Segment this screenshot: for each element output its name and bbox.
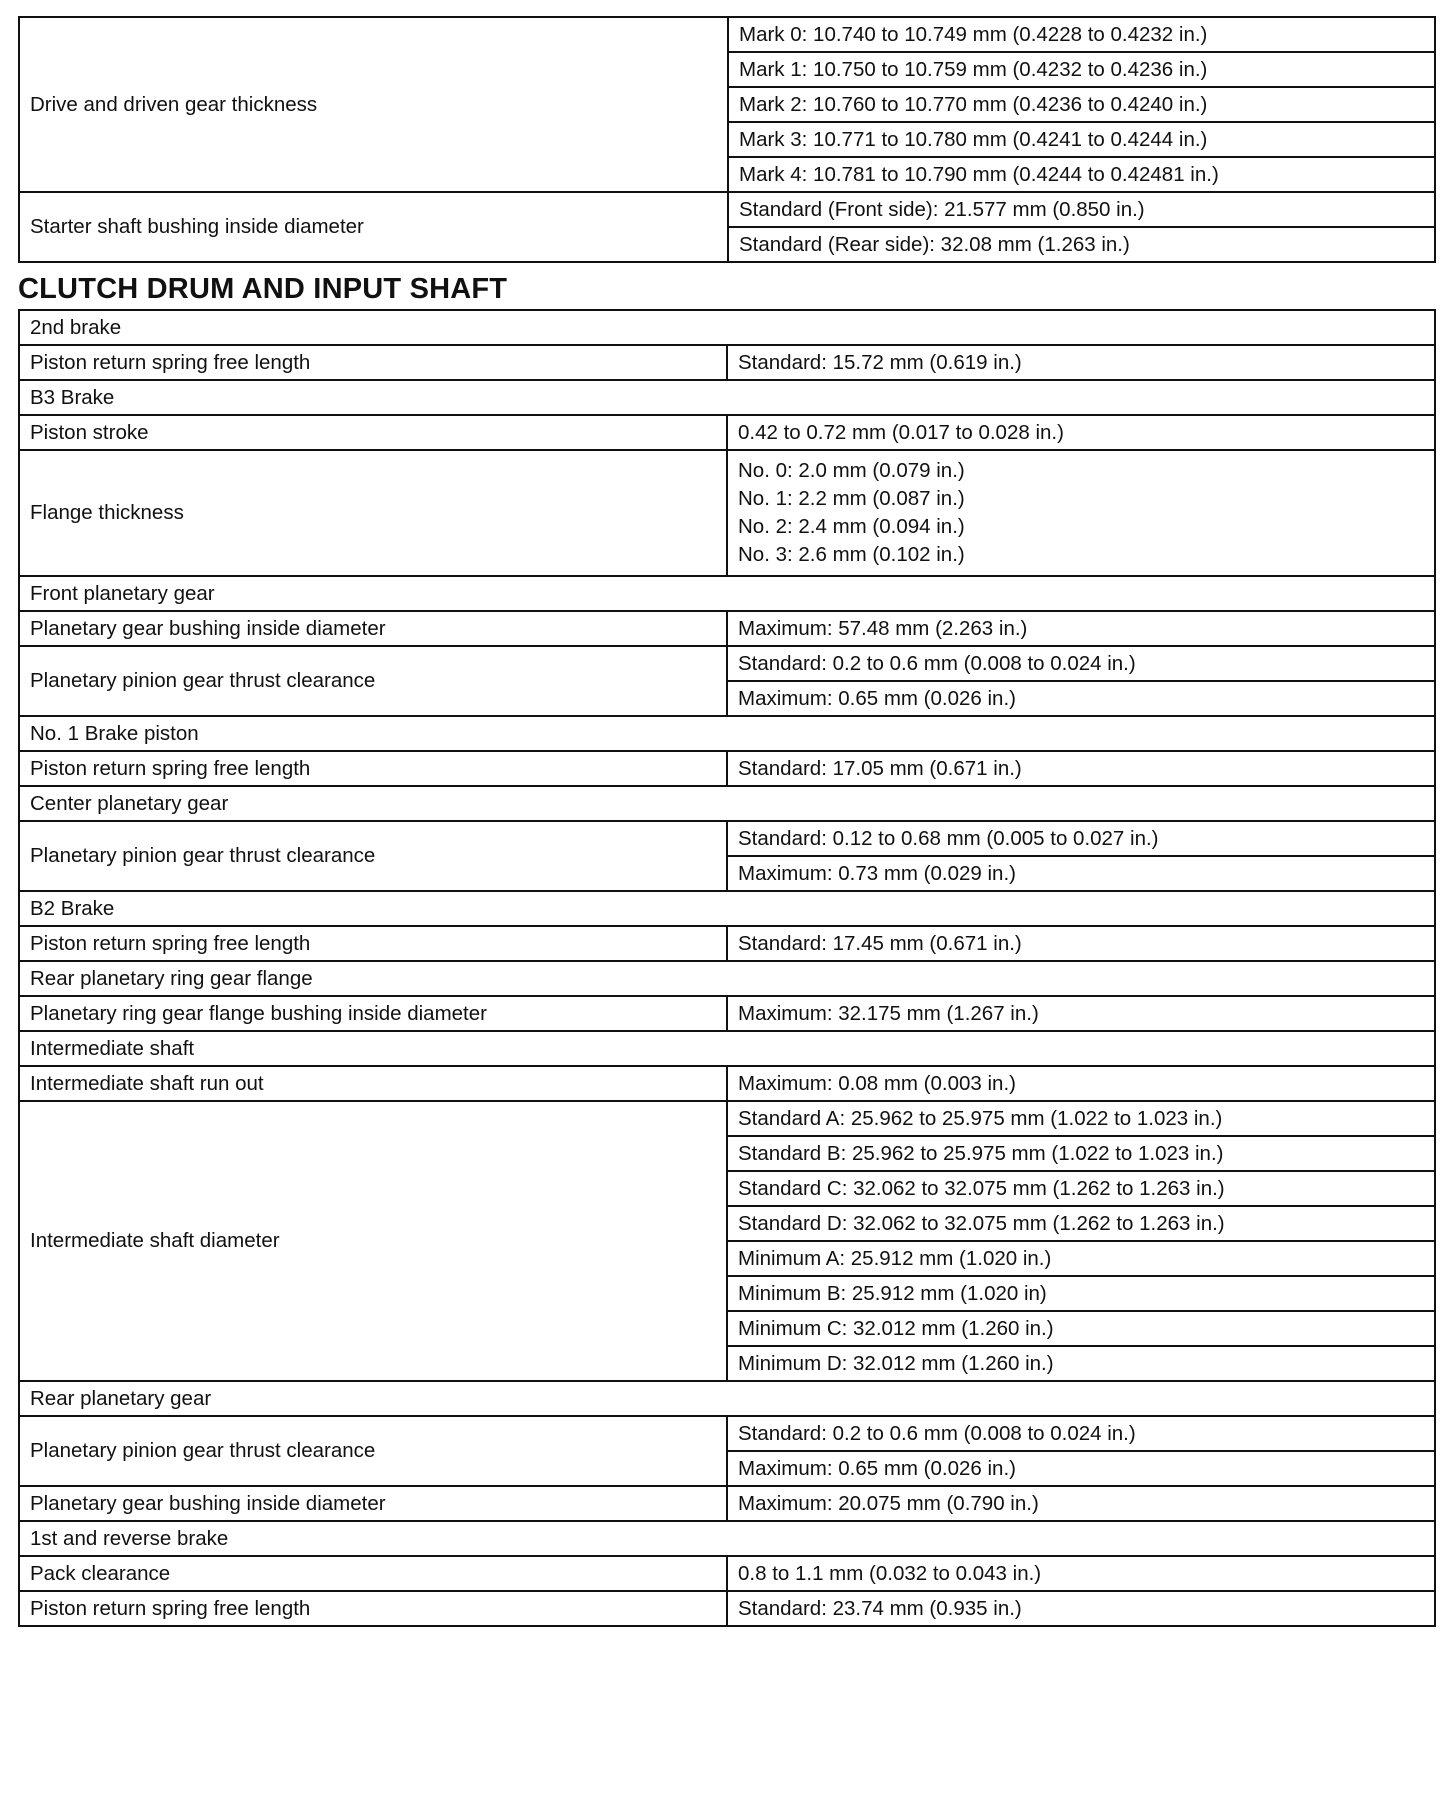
group-header-row — [19, 786, 1435, 821]
spec-label: Planetary ring gear flange bushing inside diameter — [19, 996, 727, 1031]
group-header: B2 Brake — [19, 891, 1435, 926]
spec-row — [19, 611, 1435, 646]
group-header-row — [19, 1521, 1435, 1556]
group-header-row — [19, 310, 1435, 345]
spec-label: Planetary gear bushing inside diameter — [19, 1486, 727, 1521]
spec-row — [19, 646, 1435, 681]
spec-value: Standard (Front side): 21.577 mm (0.850 in.) — [728, 192, 1435, 227]
spec-label: Piston return spring free length — [19, 345, 727, 380]
spec-value: Standard C: 32.062 to 32.075 mm (1.262 to 1.263 in.) — [727, 1171, 1435, 1206]
spec-value: Mark 1: 10.750 to 10.759 mm (0.4232 to 0.4236 in.) — [728, 52, 1435, 87]
top-spec-table — [18, 16, 1436, 263]
spec-value: Minimum B: 25.912 mm (1.020 in) — [727, 1276, 1435, 1311]
spec-row — [19, 1486, 1435, 1521]
spec-row — [19, 821, 1435, 856]
spec-label: Planetary gear bushing inside diameter — [19, 611, 727, 646]
spec-label: Intermediate shaft diameter — [19, 1101, 727, 1381]
spec-row — [19, 1416, 1435, 1451]
group-header-row — [19, 576, 1435, 611]
spec-label: Piston return spring free length — [19, 1591, 727, 1626]
spec-value: Standard: 17.45 mm (0.671 in.) — [727, 926, 1435, 961]
spec-value: Maximum: 0.73 mm (0.029 in.) — [727, 856, 1435, 891]
spec-row — [19, 192, 1435, 227]
group-header: Intermediate shaft — [19, 1031, 1435, 1066]
spec-value: Standard: 0.2 to 0.6 mm (0.008 to 0.024 in.) — [727, 1416, 1435, 1451]
spec-row — [19, 1556, 1435, 1591]
spec-value-line: No. 0: 2.0 mm (0.079 in.) — [738, 459, 965, 482]
clutch-drum-spec-table — [18, 309, 1436, 1627]
spec-label: Starter shaft bushing inside diameter — [19, 192, 728, 262]
spec-label: Drive and driven gear thickness — [19, 17, 728, 192]
spec-value: Mark 2: 10.760 to 10.770 mm (0.4236 to 0.4240 in.) — [728, 87, 1435, 122]
group-header-row — [19, 1031, 1435, 1066]
spec-row — [19, 1591, 1435, 1626]
spec-value: Standard: 23.74 mm (0.935 in.) — [727, 1591, 1435, 1626]
spec-value: Mark 0: 10.740 to 10.749 mm (0.4228 to 0.4232 in.) — [728, 17, 1435, 52]
spec-value: Maximum: 0.65 mm (0.026 in.) — [727, 1451, 1435, 1486]
group-header: No. 1 Brake piston — [19, 716, 1435, 751]
spec-value: 0.8 to 1.1 mm (0.032 to 0.043 in.) — [727, 1556, 1435, 1591]
spec-value: Minimum D: 32.012 mm (1.260 in.) — [727, 1346, 1435, 1381]
group-header-row — [19, 1381, 1435, 1416]
group-header: 2nd brake — [19, 310, 1435, 345]
spec-value: Standard B: 25.962 to 25.975 mm (1.022 to 1.023 in.) — [727, 1136, 1435, 1171]
spec-label: Piston return spring free length — [19, 751, 727, 786]
spec-value: Maximum: 32.175 mm (1.267 in.) — [727, 996, 1435, 1031]
spec-row — [19, 1066, 1435, 1101]
spec-value: Maximum: 0.65 mm (0.026 in.) — [727, 681, 1435, 716]
spec-row — [19, 415, 1435, 450]
group-header-row — [19, 961, 1435, 996]
group-header: 1st and reverse brake — [19, 1521, 1435, 1556]
spec-row — [19, 926, 1435, 961]
section-title: CLUTCH DRUM AND INPUT SHAFT — [18, 273, 508, 305]
spec-value: Mark 4: 10.781 to 10.790 mm (0.4244 to 0.42481 in.) — [728, 157, 1435, 192]
group-header: B3 Brake — [19, 380, 1435, 415]
spec-row — [19, 17, 1435, 52]
spec-row — [19, 1101, 1435, 1136]
spec-value-line: No. 3: 2.6 mm (0.102 in.) — [738, 543, 965, 566]
spec-value-line: No. 1: 2.2 mm (0.087 in.) — [738, 487, 965, 510]
spec-label: Flange thickness — [19, 450, 727, 576]
spec-value: Standard D: 32.062 to 32.075 mm (1.262 to 1.263 in.) — [727, 1206, 1435, 1241]
spec-value: Standard: 17.05 mm (0.671 in.) — [727, 751, 1435, 786]
group-header: Center planetary gear — [19, 786, 1435, 821]
spec-row — [19, 996, 1435, 1031]
spec-value: Standard A: 25.962 to 25.975 mm (1.022 to 1.023 in.) — [727, 1101, 1435, 1136]
group-header: Rear planetary gear — [19, 1381, 1435, 1416]
spec-value: Standard: 0.2 to 0.6 mm (0.008 to 0.024 in.) — [727, 646, 1435, 681]
group-header-row — [19, 380, 1435, 415]
group-header: Rear planetary ring gear flange — [19, 961, 1435, 996]
spec-value: Mark 3: 10.771 to 10.780 mm (0.4241 to 0.4244 in.) — [728, 122, 1435, 157]
spec-row — [19, 450, 1435, 576]
spec-page — [18, 16, 1436, 1627]
spec-value-line: No. 2: 2.4 mm (0.094 in.) — [738, 515, 965, 538]
spec-value: Maximum: 0.08 mm (0.003 in.) — [727, 1066, 1435, 1101]
group-header-row — [19, 716, 1435, 751]
spec-label: Piston stroke — [19, 415, 727, 450]
group-header-row — [19, 891, 1435, 926]
spec-value: Minimum A: 25.912 mm (1.020 in.) — [727, 1241, 1435, 1276]
group-header: Front planetary gear — [19, 576, 1435, 611]
spec-label: Pack clearance — [19, 1556, 727, 1591]
spec-row — [19, 751, 1435, 786]
spec-value: Minimum C: 32.012 mm (1.260 in.) — [727, 1311, 1435, 1346]
spec-label: Piston return spring free length — [19, 926, 727, 961]
spec-label: Intermediate shaft run out — [19, 1066, 727, 1101]
spec-row — [19, 345, 1435, 380]
spec-value: Standard (Rear side): 32.08 mm (1.263 in.) — [728, 227, 1435, 262]
spec-value: Maximum: 20.075 mm (0.790 in.) — [727, 1486, 1435, 1521]
spec-value-list — [727, 450, 1435, 576]
spec-label: Planetary pinion gear thrust clearance — [19, 1416, 727, 1486]
spec-value: Standard: 15.72 mm (0.619 in.) — [727, 345, 1435, 380]
spec-value: Maximum: 57.48 mm (2.263 in.) — [727, 611, 1435, 646]
spec-value: Standard: 0.12 to 0.68 mm (0.005 to 0.027 in.) — [727, 821, 1435, 856]
spec-value: 0.42 to 0.72 mm (0.017 to 0.028 in.) — [727, 415, 1435, 450]
spec-label: Planetary pinion gear thrust clearance — [19, 821, 727, 891]
spec-label: Planetary pinion gear thrust clearance — [19, 646, 727, 716]
